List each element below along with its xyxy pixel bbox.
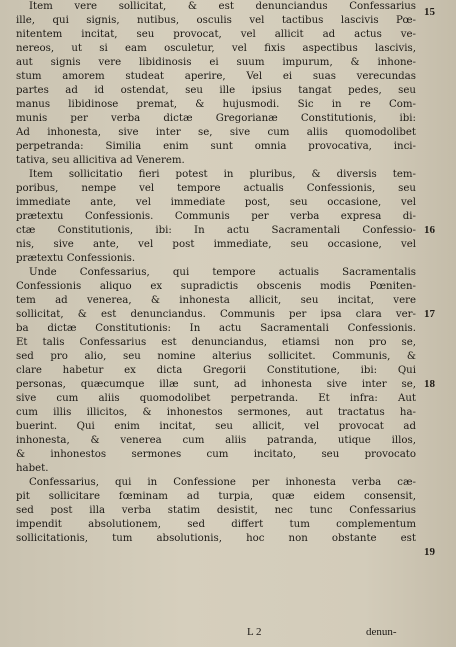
text-line: cum illis illicitos, & inhonestos sermones, aut tractatus ha- (16, 407, 416, 418)
text-line: immediate ante, vel immediate post, seu occasione, vel (16, 197, 416, 208)
text-line: habet. (16, 463, 49, 474)
text-line: nereos, ut si eam osculetur, vel fixis aspectibus lascivis, (16, 43, 416, 54)
text-line: Confessarius, qui in Confessione per inhonesta verba cæ- (29, 477, 416, 488)
text-line: & inhonestos sermones cum incitato, seu provocato (16, 449, 416, 460)
text-line: nitentem incitat, seu provocat, vel allicit ad actus ve- (16, 29, 416, 40)
text-line: Item vere sollicitat, & est denunciandus Confessarius (29, 1, 416, 12)
text-line: perpetranda: Similia enim sunt omnia provocativa, inci- (16, 141, 416, 152)
text-line: manus libidinose premat, & hujusmodi. Sic in re Com- (16, 99, 416, 110)
margin-number: 19 (424, 546, 435, 558)
text-line: sed post illa verba statim desistit, nec tunc Confessarius (16, 505, 416, 516)
text-line: Unde Confessarius, qui tempore actualis Sacramentalis (29, 267, 416, 278)
margin-number: 17 (424, 308, 435, 320)
catchword: denun- (366, 626, 397, 638)
text-line: tativa, seu allicitiva ad Venerem. (16, 155, 185, 166)
text-line: Ad inhonesta, sive inter se, sive cum aliis quomodolibet (16, 127, 416, 138)
text-line: Confessionis aliquo ex supradictis obscenis modis Pœniten- (16, 281, 416, 292)
text-line: buerint. Qui enim incitat, seu allicit, vel provocat ad (16, 421, 416, 432)
text-line: Item sollicitatio fieri potest in pluribus, & diversis tem- (29, 169, 416, 180)
text-line: Et talis Confessarius est denunciandus, etiamsi non pro se, (16, 337, 416, 348)
text-line: tem ad venerea, & inhonesta allicit, seu incitat, vere (16, 295, 416, 306)
text-line: nis, sive ante, vel post immediate, seu occasione, vel (16, 239, 416, 250)
text-line: munis per verba dictæ Gregorianæ Constitutionis, ibi: (16, 113, 416, 124)
text-line: clare habetur ex dicta Gregorii Constitutione, ibi: Qui (16, 365, 416, 376)
text-line: partes ad id ostendat, seu ille ipsius tangat pedes, seu (16, 85, 416, 96)
paragraph-15 (16, 0, 416, 168)
margin-number: 15 (424, 6, 435, 18)
text-line: pit sollicitare fœminam ad turpia, quæ eidem consensit, (16, 491, 416, 502)
text-line: sed pro alio, seu nomine alterius sollicitet. Communis, & (16, 351, 416, 362)
text-line: prætextu Confessionis. Communis per verba expresa di- (16, 211, 416, 222)
paragraph-19 (16, 476, 416, 546)
text-line: stum amorem studeat aperire, Vel ei suas verecundas (16, 71, 416, 82)
paragraph-16 (16, 168, 416, 266)
margin-number: 16 (424, 224, 435, 236)
text-line: aut signis vere libidinosis ei suum impurum, & inhone- (16, 57, 416, 68)
text-line: impendit absolutionem, sed differt tum complementum (16, 519, 416, 530)
text-line: personas, quæcumque illæ sunt, ad inhonesta sive inter se, (16, 379, 416, 390)
text-line: inhonesta, & venerea cum aliis patranda, utique illos, (16, 435, 416, 446)
text-line: prætextu Confessionis. (16, 253, 136, 264)
page-footer (0, 626, 456, 644)
text-line: ctæ Constitutionis, ibi: In actu Sacramentali Confessio- (16, 225, 416, 236)
text-line: poribus, nempe vel tempore actualis Confessionis, seu (16, 183, 416, 194)
body-text (16, 0, 416, 546)
margin-number: 18 (424, 378, 435, 390)
paragraph-17 (16, 266, 416, 476)
text-line: ille, qui signis, nutibus, osculis vel tactibus lascivis Pœ- (16, 15, 416, 26)
text-line: sollicitat, & est denunciandus. Communis per ipsa clara ver- (16, 309, 416, 320)
signature-mark: L 2 (247, 626, 262, 638)
text-line: sive cum aliis quomodolibet perpetranda. Et infra: Aut (16, 393, 416, 404)
text-line: ba dictæ Constitutionis: In actu Sacramentali Confessionis. (16, 323, 416, 334)
text-line: sollicitationis, tum absolutionis, hoc non obstante est (16, 533, 416, 544)
